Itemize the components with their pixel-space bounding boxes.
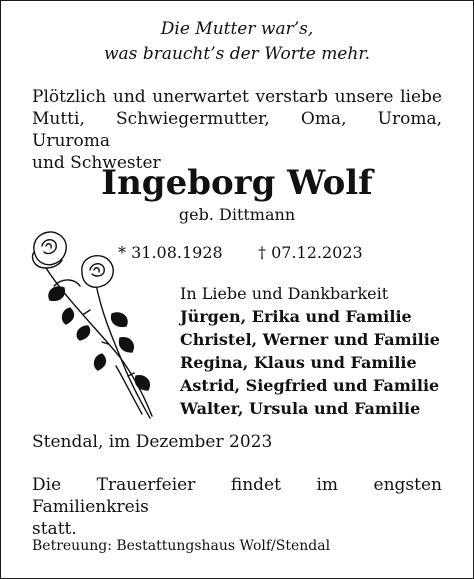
quote-line-2: was braucht’s der Worte mehr. <box>104 44 370 64</box>
quote-line-1: Die Mutter war’s, <box>160 19 314 39</box>
roses-icon <box>24 226 170 420</box>
mourners-intro: In Liebe und Dankbarkeit <box>180 284 389 303</box>
death-date: † 07.12.2023 <box>258 243 363 262</box>
funeral-line-1: Die Trauerfeier findet im engsten Familienkreis <box>32 475 442 517</box>
mourner-family: Walter, Ursula und Familie <box>180 399 421 418</box>
announcement-text <box>32 86 442 174</box>
mourner-family: Christel, Werner und Familie <box>180 330 440 349</box>
birth-date: * 31.08.1928 <box>118 243 223 262</box>
announcement-line-1: Plötzlich und unerwartet verstarb unsere liebe <box>32 87 442 107</box>
mourners-block <box>180 282 440 420</box>
mourner-family: Regina, Klaus und Familie <box>180 353 417 372</box>
mourner-family: Astrid, Siegfried und Familie <box>180 376 440 395</box>
maiden-name: geb. Dittmann <box>178 205 296 224</box>
announcement-line-2: Mutti, Schwiegermutter, Oma, Uroma, Ururoma <box>32 109 442 151</box>
deceased-name: Ingeborg Wolf <box>101 163 373 203</box>
place-date: Stendal, im Dezember 2023 <box>32 432 273 452</box>
mourner-family: Jürgen, Erika und Familie <box>180 307 412 326</box>
announcement-line-3: und Schwester <box>32 153 161 173</box>
funeral-home-credit: Betreuung: Bestattungshaus Wolf/Stendal <box>32 538 331 554</box>
funeral-line-2: statt. <box>32 519 77 539</box>
funeral-text <box>32 474 442 540</box>
